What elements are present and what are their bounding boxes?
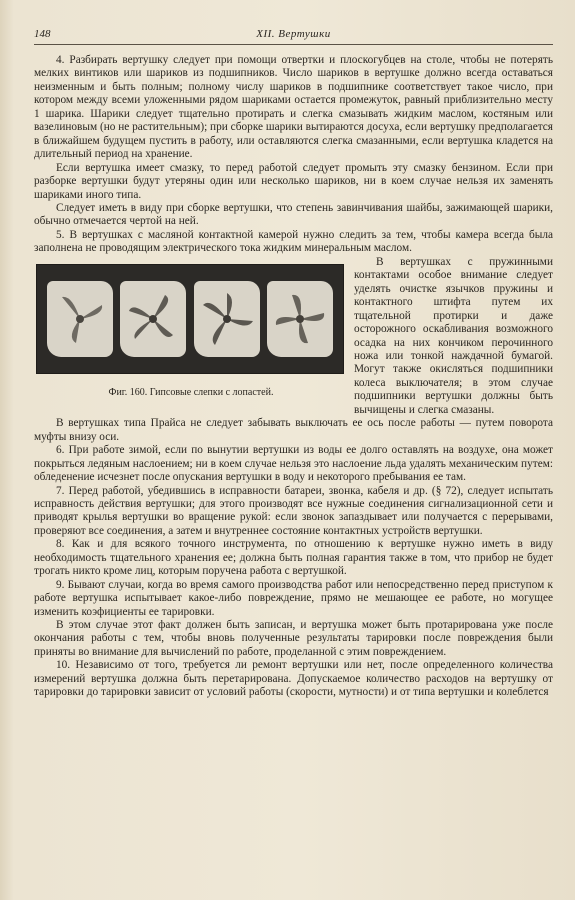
paragraph: В этом случае этот факт должен быть записан, и вертушка может быть протарирована уже после окончания работы с тем, чтобы вновь полученные результаты тарировки после повреждения были приняты во внимание для вычислений по работе, проделанной с этим повреждением. bbox=[34, 619, 553, 658]
blade-cast-image bbox=[267, 281, 333, 357]
paragraph: 4. Разбирать вертушку следует при помощи отвертки и плоскогубцев на столе, чтобы не потерять мелких винтиков или шариков из подшипников. Число шариков в вертушке должно всегда оставаться неизменным и быть полным; полному числу шариков в подшипнике соответствует такое число, при котором между всеми уложенными рядом шариками остается промежуток, равный приблизительно месту 1 шарика. Шарики следует тщательно протирать и слегка смазывать жидким маслом, костяным или вазелиновым (но не растительным); при сборке шарики вытираются досуха, если вертушку предполагается в ближайшем будущем пустить в работу, или оставляются слегка смазанными, если вертушка кладется на длительный период на хранение. bbox=[34, 54, 553, 161]
paragraph: 5. В вертушках с масляной контактной камерой нужно следить за тем, чтобы камера всегда была заполнена не проводящим электрического тока жидким минеральным маслом. bbox=[34, 228, 553, 255]
page-number: 148 bbox=[34, 28, 51, 40]
paragraph: В вертушках типа Прайса не следует забывать выключать ее ось после работы — путем поворота муфты внизу оси. bbox=[34, 417, 553, 443]
chapter-title: XII. Вертушки bbox=[256, 28, 331, 40]
plaster-casts-photo bbox=[36, 264, 344, 374]
paragraph: Следует иметь в виду при сборке вертушки, что степень завинчивания шайбы, зажимающей шарики, обычно отмечается чертой на ней. bbox=[34, 201, 553, 228]
figure-160 bbox=[36, 264, 346, 401]
blade-cast-image bbox=[120, 281, 186, 357]
paragraph: В вертушках с пружинными контактами особое внимание следует уделять очистке язычков пружины и контактного штифта путем их тщательной протирки и даже осторожного оскабливания возможного осадка на них кончиком перочинного ножа или тонкой наждачной бумагой. Могут также окисляться подшипники колеса выключателя; в этом случае подшипники вертушки должны быть вычищены и слегка смазаны. bbox=[354, 255, 553, 416]
paragraph: 10. Независимо от того, требуется ли ремонт вертушки или нет, после определенного количества измерений вертушка должна быть перетарирована. Допускаемое количество расходов на вертушку от тарировки до тарировки зависит от условий работы (скорости, мутности) и от типа вертушки и колеблется bbox=[34, 659, 553, 699]
blade-cast-image bbox=[47, 281, 113, 357]
paragraph: 9. Бывают случаи, когда во время самого производства работ или непосредственно перед приступом к работе вертушка испытывает какое-либо повреждение, прямо не мешающее ее работе, но могущее изменить коэфициенты ее тарировки. bbox=[34, 578, 553, 618]
paragraph: Если вертушка имеет смазку, то перед работой следует промыть эту смазку бензином. Если при разборке вертушки будут утеряны один или несколько шариков, ни в коем случае нельзя их заменять шариками иного типа. bbox=[34, 161, 553, 201]
paragraph: 6. При работе зимой, если по вынутии вертушки из воды ее долго оставлять на воздухе, она может покрыться ледяным наслоением; ни в коем случае нельзя это наслоение льда удалять механическим путем: обледенение исчезнет после опускания вертушки в воду и некоторого пребывания ее там. bbox=[34, 444, 553, 484]
blade-cast-image bbox=[194, 281, 260, 357]
running-head bbox=[34, 26, 553, 45]
body-text bbox=[34, 54, 553, 700]
paragraph: 8. Как и для всякого точного инструмента, по отношению к вертушке нужно иметь в виду необходимость тщательного хранения ее; должна быть полная гарантия также в том, что прибор не будет трогать никто кроме лиц, которым поручена работа с вертушкой. bbox=[34, 538, 553, 578]
paragraph: 7. Перед работой, убедившись в исправности батареи, звонка, кабеля и др. (§ 72), следует испытать исправность действия вертушки; для этого производят все нужные соединения сигнализационной сети и приводят крылья вертушки во вращение рукой: если звонок запаздывает или получается с перерывами, проверяют все соединения, а затем и внутреннее состояние контактных устройств вертушки. bbox=[34, 484, 553, 537]
figure-caption: Фиг. 160. Гипсовые слепки с лопастей. bbox=[108, 386, 274, 398]
